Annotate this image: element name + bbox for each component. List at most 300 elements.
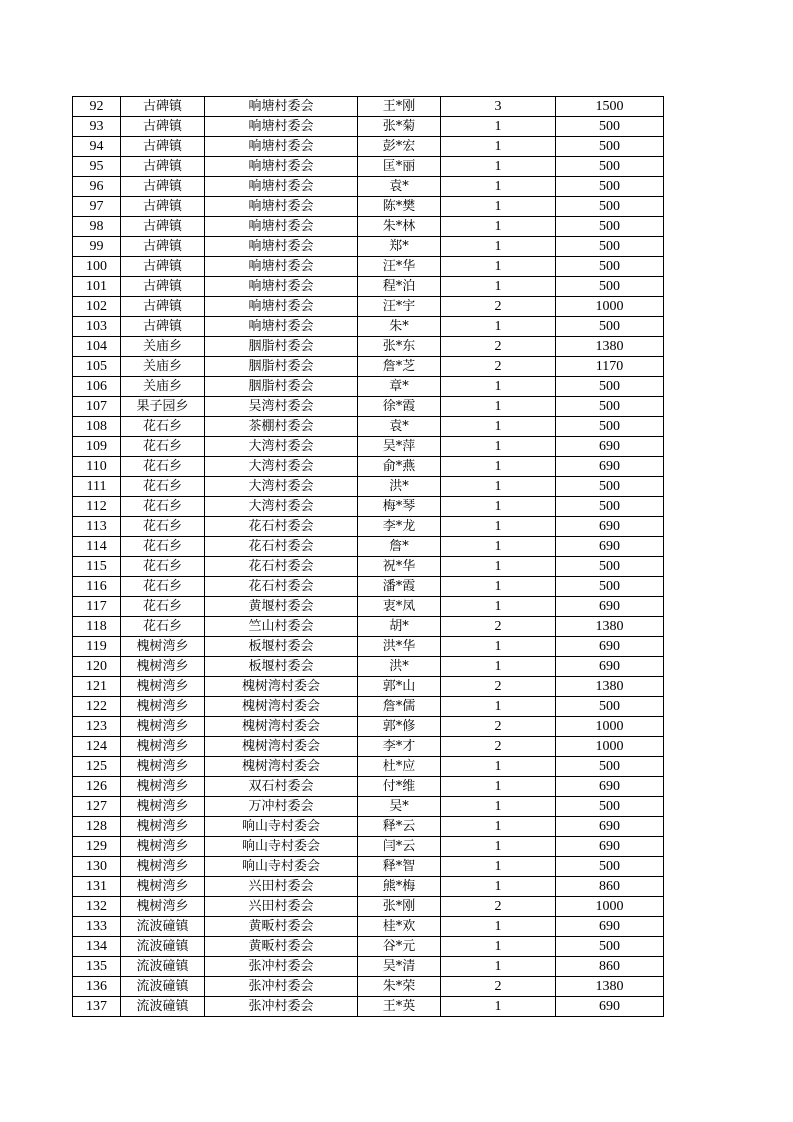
name-cell: 释*云 [358,817,441,837]
township-cell: 古碑镇 [121,217,205,237]
village-committee-cell: 响塘村委会 [205,177,358,197]
township-cell: 花石乡 [121,597,205,617]
table-row [73,537,664,557]
table-row [73,837,664,857]
row-number-cell: 136 [73,977,121,997]
township-cell: 槐树湾乡 [121,777,205,797]
row-number-cell: 135 [73,957,121,977]
township-cell: 花石乡 [121,577,205,597]
table-row [73,297,664,317]
amount-cell: 1000 [556,717,664,737]
count-cell: 2 [441,337,556,357]
township-cell: 流波䃥镇 [121,937,205,957]
amount-cell: 860 [556,957,664,977]
row-number-cell: 128 [73,817,121,837]
village-committee-cell: 花石村委会 [205,517,358,537]
township-cell: 古碑镇 [121,137,205,157]
row-number-cell: 110 [73,457,121,477]
village-committee-cell: 竺山村委会 [205,617,358,637]
table-row [73,377,664,397]
name-cell: 吴* [358,797,441,817]
village-committee-cell: 兴田村委会 [205,897,358,917]
table-row [73,657,664,677]
township-cell: 花石乡 [121,417,205,437]
count-cell: 1 [441,917,556,937]
name-cell: 潘*霞 [358,577,441,597]
row-number-cell: 121 [73,677,121,697]
village-committee-cell: 大湾村委会 [205,497,358,517]
township-cell: 花石乡 [121,477,205,497]
count-cell: 2 [441,717,556,737]
count-cell: 1 [441,757,556,777]
village-committee-cell: 槐树湾村委会 [205,737,358,757]
count-cell: 2 [441,737,556,757]
name-cell: 郭*修 [358,717,441,737]
count-cell: 1 [441,597,556,617]
name-cell: 匡*丽 [358,157,441,177]
table-row [73,937,664,957]
township-cell: 槐树湾乡 [121,897,205,917]
row-number-cell: 133 [73,917,121,937]
amount-cell: 690 [556,777,664,797]
township-cell: 花石乡 [121,617,205,637]
count-cell: 1 [441,157,556,177]
name-cell: 郑* [358,237,441,257]
village-committee-cell: 响山寺村委会 [205,837,358,857]
township-cell: 槐树湾乡 [121,857,205,877]
table-row [73,517,664,537]
amount-cell: 500 [556,937,664,957]
township-cell: 古碑镇 [121,157,205,177]
name-cell: 洪*华 [358,637,441,657]
village-committee-cell: 响塘村委会 [205,237,358,257]
amount-cell: 500 [556,497,664,517]
count-cell: 3 [441,97,556,117]
name-cell: 李*才 [358,737,441,757]
count-cell: 1 [441,117,556,137]
village-committee-cell: 大湾村委会 [205,477,358,497]
amount-cell: 500 [556,317,664,337]
table-row [73,397,664,417]
row-number-cell: 99 [73,237,121,257]
row-number-cell: 114 [73,537,121,557]
row-number-cell: 131 [73,877,121,897]
village-committee-cell: 胭脂村委会 [205,357,358,377]
township-cell: 古碑镇 [121,117,205,137]
table-row [73,277,664,297]
count-cell: 2 [441,617,556,637]
count-cell: 1 [441,137,556,157]
table-row [73,157,664,177]
township-cell: 槐树湾乡 [121,697,205,717]
table-row [73,777,664,797]
name-cell: 袁* [358,177,441,197]
name-cell: 衷*凤 [358,597,441,617]
table-row [73,477,664,497]
village-committee-cell: 张冲村委会 [205,957,358,977]
village-committee-cell: 花石村委会 [205,577,358,597]
name-cell: 吴*清 [358,957,441,977]
village-committee-cell: 槐树湾村委会 [205,677,358,697]
amount-cell: 500 [556,397,664,417]
township-cell: 槐树湾乡 [121,737,205,757]
count-cell: 1 [441,517,556,537]
table-body [73,97,664,1017]
village-committee-cell: 板堰村委会 [205,637,358,657]
count-cell: 1 [441,277,556,297]
amount-cell: 500 [556,697,664,717]
table-row [73,857,664,877]
table-row [73,637,664,657]
township-cell: 古碑镇 [121,237,205,257]
amount-cell: 690 [556,817,664,837]
count-cell: 2 [441,977,556,997]
village-committee-cell: 张冲村委会 [205,977,358,997]
row-number-cell: 127 [73,797,121,817]
count-cell: 1 [441,397,556,417]
table-row [73,577,664,597]
row-number-cell: 101 [73,277,121,297]
row-number-cell: 119 [73,637,121,657]
township-cell: 槐树湾乡 [121,877,205,897]
name-cell: 胡* [358,617,441,637]
amount-cell: 500 [556,177,664,197]
table-row [73,557,664,577]
village-committee-cell: 响塘村委会 [205,217,358,237]
name-cell: 彭*宏 [358,137,441,157]
name-cell: 梅*琴 [358,497,441,517]
village-committee-cell: 响塘村委会 [205,317,358,337]
row-number-cell: 102 [73,297,121,317]
table-row [73,997,664,1017]
township-cell: 古碑镇 [121,297,205,317]
count-cell: 1 [441,317,556,337]
name-cell: 郭*山 [358,677,441,697]
amount-cell: 1380 [556,977,664,997]
name-cell: 程*泊 [358,277,441,297]
amount-cell: 500 [556,417,664,437]
township-cell: 古碑镇 [121,257,205,277]
count-cell: 2 [441,297,556,317]
amount-cell: 690 [556,837,664,857]
table-row [73,897,664,917]
amount-cell: 1000 [556,897,664,917]
amount-cell: 690 [556,537,664,557]
village-committee-cell: 胭脂村委会 [205,337,358,357]
count-cell: 1 [441,557,556,577]
amount-cell: 1380 [556,617,664,637]
table-row [73,117,664,137]
count-cell: 2 [441,677,556,697]
township-cell: 关庙乡 [121,357,205,377]
township-cell: 槐树湾乡 [121,657,205,677]
amount-cell: 690 [556,637,664,657]
count-cell: 1 [441,437,556,457]
name-cell: 洪* [358,477,441,497]
township-cell: 流波䃥镇 [121,977,205,997]
row-number-cell: 125 [73,757,121,777]
row-number-cell: 137 [73,997,121,1017]
township-cell: 古碑镇 [121,277,205,297]
count-cell: 1 [441,177,556,197]
name-cell: 汪*宇 [358,297,441,317]
name-cell: 章* [358,377,441,397]
name-cell: 汪*华 [358,257,441,277]
name-cell: 陈*樊 [358,197,441,217]
township-cell: 槐树湾乡 [121,637,205,657]
count-cell: 1 [441,937,556,957]
count-cell: 1 [441,497,556,517]
village-committee-cell: 板堰村委会 [205,657,358,677]
count-cell: 2 [441,357,556,377]
row-number-cell: 95 [73,157,121,177]
row-number-cell: 112 [73,497,121,517]
data-table [72,96,664,1017]
name-cell: 洪* [358,657,441,677]
name-cell: 闫*云 [358,837,441,857]
amount-cell: 500 [556,257,664,277]
row-number-cell: 115 [73,557,121,577]
township-cell: 花石乡 [121,557,205,577]
township-cell: 关庙乡 [121,377,205,397]
village-committee-cell: 万冲村委会 [205,797,358,817]
amount-cell: 500 [556,157,664,177]
township-cell: 花石乡 [121,437,205,457]
count-cell: 1 [441,877,556,897]
township-cell: 流波䃥镇 [121,997,205,1017]
village-committee-cell: 兴田村委会 [205,877,358,897]
township-cell: 槐树湾乡 [121,837,205,857]
name-cell: 付*维 [358,777,441,797]
amount-cell: 690 [556,997,664,1017]
amount-cell: 500 [556,557,664,577]
table-row [73,497,664,517]
table-row [73,677,664,697]
name-cell: 祝*华 [358,557,441,577]
row-number-cell: 94 [73,137,121,157]
table-row [73,457,664,477]
village-committee-cell: 张冲村委会 [205,997,358,1017]
table-row [73,737,664,757]
name-cell: 詹* [358,537,441,557]
count-cell: 1 [441,417,556,437]
row-number-cell: 130 [73,857,121,877]
township-cell: 花石乡 [121,517,205,537]
township-cell: 古碑镇 [121,317,205,337]
amount-cell: 690 [556,917,664,937]
count-cell: 1 [441,257,556,277]
amount-cell: 500 [556,757,664,777]
township-cell: 关庙乡 [121,337,205,357]
village-committee-cell: 吴湾村委会 [205,397,358,417]
amount-cell: 690 [556,437,664,457]
count-cell: 1 [441,957,556,977]
township-cell: 花石乡 [121,457,205,477]
row-number-cell: 106 [73,377,121,397]
table-row [73,977,664,997]
name-cell: 桂*欢 [358,917,441,937]
village-committee-cell: 茶棚村委会 [205,417,358,437]
amount-cell: 500 [556,577,664,597]
village-committee-cell: 槐树湾村委会 [205,697,358,717]
table-row [73,917,664,937]
row-number-cell: 134 [73,937,121,957]
amount-cell: 500 [556,217,664,237]
row-number-cell: 126 [73,777,121,797]
count-cell: 1 [441,857,556,877]
township-cell: 槐树湾乡 [121,717,205,737]
amount-cell: 500 [556,197,664,217]
row-number-cell: 109 [73,437,121,457]
table-row [73,757,664,777]
amount-cell: 500 [556,857,664,877]
row-number-cell: 108 [73,417,121,437]
amount-cell: 500 [556,797,664,817]
count-cell: 1 [441,457,556,477]
count-cell: 1 [441,777,556,797]
row-number-cell: 111 [73,477,121,497]
village-committee-cell: 黄畈村委会 [205,937,358,957]
village-committee-cell: 槐树湾村委会 [205,757,358,777]
amount-cell: 500 [556,137,664,157]
village-committee-cell: 响塘村委会 [205,277,358,297]
amount-cell: 860 [556,877,664,897]
row-number-cell: 105 [73,357,121,377]
name-cell: 吴*萍 [358,437,441,457]
village-committee-cell: 响塘村委会 [205,97,358,117]
row-number-cell: 97 [73,197,121,217]
township-cell: 槐树湾乡 [121,677,205,697]
village-committee-cell: 大湾村委会 [205,457,358,477]
village-committee-cell: 花石村委会 [205,557,358,577]
count-cell: 1 [441,377,556,397]
table-row [73,337,664,357]
table-row [73,357,664,377]
name-cell: 李*龙 [358,517,441,537]
table-row [73,137,664,157]
township-cell: 槐树湾乡 [121,797,205,817]
name-cell: 王*英 [358,997,441,1017]
row-number-cell: 129 [73,837,121,857]
row-number-cell: 103 [73,317,121,337]
name-cell: 朱* [358,317,441,337]
village-committee-cell: 响山寺村委会 [205,817,358,837]
name-cell: 张*刚 [358,897,441,917]
village-committee-cell: 响塘村委会 [205,137,358,157]
village-committee-cell: 槐树湾村委会 [205,717,358,737]
name-cell: 俞*燕 [358,457,441,477]
name-cell: 王*刚 [358,97,441,117]
name-cell: 詹*儒 [358,697,441,717]
table-row [73,217,664,237]
table-row [73,317,664,337]
table-row [73,877,664,897]
row-number-cell: 118 [73,617,121,637]
village-committee-cell: 响山寺村委会 [205,857,358,877]
village-committee-cell: 花石村委会 [205,537,358,557]
name-cell: 释*智 [358,857,441,877]
amount-cell: 500 [556,117,664,137]
name-cell: 袁* [358,417,441,437]
table-row [73,97,664,117]
row-number-cell: 92 [73,97,121,117]
table-row [73,257,664,277]
table-row [73,597,664,617]
township-cell: 流波䃥镇 [121,957,205,977]
name-cell: 朱*荣 [358,977,441,997]
village-committee-cell: 响塘村委会 [205,297,358,317]
count-cell: 1 [441,637,556,657]
row-number-cell: 96 [73,177,121,197]
amount-cell: 500 [556,477,664,497]
row-number-cell: 124 [73,737,121,757]
table-row [73,437,664,457]
count-cell: 1 [441,477,556,497]
row-number-cell: 117 [73,597,121,617]
row-number-cell: 123 [73,717,121,737]
village-committee-cell: 响塘村委会 [205,257,358,277]
amount-cell: 1170 [556,357,664,377]
village-committee-cell: 胭脂村委会 [205,377,358,397]
name-cell: 杜*应 [358,757,441,777]
village-committee-cell: 双石村委会 [205,777,358,797]
count-cell: 1 [441,237,556,257]
table-row [73,717,664,737]
table-row [73,817,664,837]
row-number-cell: 107 [73,397,121,417]
count-cell: 2 [441,897,556,917]
village-committee-cell: 大湾村委会 [205,437,358,457]
village-committee-cell: 黄堰村委会 [205,597,358,617]
amount-cell: 1380 [556,337,664,357]
amount-cell: 500 [556,277,664,297]
amount-cell: 500 [556,237,664,257]
amount-cell: 690 [556,457,664,477]
row-number-cell: 104 [73,337,121,357]
village-committee-cell: 黄畈村委会 [205,917,358,937]
row-number-cell: 98 [73,217,121,237]
table-row [73,177,664,197]
name-cell: 徐*霞 [358,397,441,417]
table-row [73,617,664,637]
village-committee-cell: 响塘村委会 [205,157,358,177]
name-cell: 谷*元 [358,937,441,957]
name-cell: 熊*梅 [358,877,441,897]
count-cell: 1 [441,537,556,557]
count-cell: 1 [441,797,556,817]
township-cell: 槐树湾乡 [121,817,205,837]
table-row [73,237,664,257]
table-row [73,417,664,437]
name-cell: 朱*林 [358,217,441,237]
row-number-cell: 116 [73,577,121,597]
count-cell: 1 [441,997,556,1017]
amount-cell: 690 [556,657,664,677]
row-number-cell: 93 [73,117,121,137]
row-number-cell: 122 [73,697,121,717]
count-cell: 1 [441,217,556,237]
name-cell: 张*东 [358,337,441,357]
township-cell: 花石乡 [121,537,205,557]
count-cell: 1 [441,817,556,837]
township-cell: 花石乡 [121,497,205,517]
amount-cell: 690 [556,517,664,537]
table-row [73,197,664,217]
count-cell: 1 [441,197,556,217]
township-cell: 流波䃥镇 [121,917,205,937]
amount-cell: 1000 [556,297,664,317]
village-committee-cell: 响塘村委会 [205,197,358,217]
